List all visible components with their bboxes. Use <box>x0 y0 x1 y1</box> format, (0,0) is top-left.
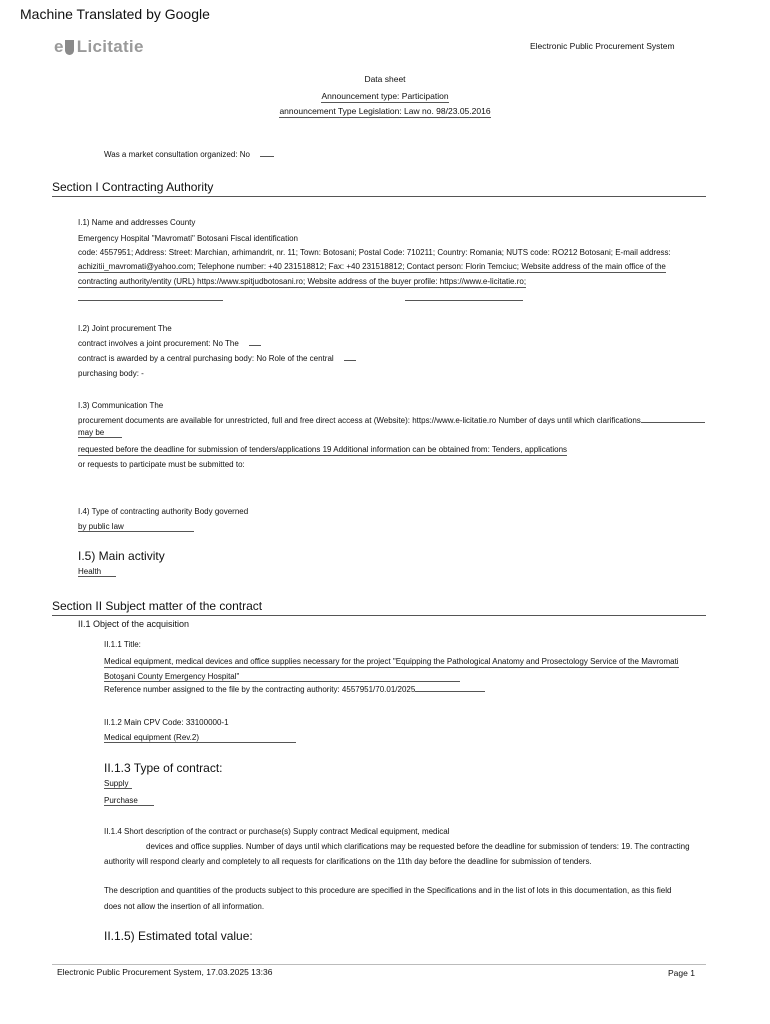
announcement-type: Announcement type: Participation <box>321 91 449 101</box>
i5-title: I.5) Main activity <box>78 549 165 563</box>
ii13-value-purchase: Purchase <box>104 796 154 806</box>
section-1-title: Section I Contracting Authority <box>52 180 706 197</box>
ii13-value-supply: Supply <box>104 779 132 789</box>
logo-e: e <box>54 37 64 56</box>
i4-title: I.4) Type of contracting authority Body governed <box>78 507 249 516</box>
i1-blank-line-1 <box>78 300 223 301</box>
ii14-line5: does not allow the insertion of all information. <box>104 902 265 911</box>
ii15-title: II.1.5) Estimated total value: <box>104 929 253 943</box>
i1-line2: code: 4557951; Address: Street: Marchian, arhimandrit, nr. 11; Town: Botosani; Postal Code: 710211; Country: Romania; NUTS code: RO212 Botosani; E-mail address: <box>78 248 671 257</box>
machine-translated-banner: Machine Translated by Google <box>20 6 210 22</box>
i3-title: I.3) Communication The <box>78 401 164 410</box>
i1-line3: achizitii_mavromati@yahoo.com; Telephone number: +40 231518812; Fax: +40 231518812; Contact person: Florin Temciuc; Website address of the main office of the <box>78 262 666 271</box>
data-sheet-title: Data sheet <box>364 74 406 84</box>
e-licitatie-logo <box>54 37 144 57</box>
i2-line2: contract is awarded by a central purchasing body: No Role of the central <box>78 354 356 363</box>
ii12-value: Medical equipment (Rev.2) <box>104 733 296 743</box>
system-name: Electronic Public Procurement System <box>530 41 675 51</box>
footer-rule <box>52 964 706 965</box>
legislation: announcement Type Legislation: Law no. 98/23.05.2016 <box>279 106 491 116</box>
ii12-label: II.1.2 Main CPV Code: 33100000-1 <box>104 718 229 727</box>
i2-line1: contract involves a joint procurement: No The <box>78 339 261 348</box>
ii14-line3: authority will respond clearly and completely to all requests for clarifications on the 11th day before the deadline for submission of tenders. <box>104 857 592 866</box>
section-2-title: Section II Subject matter of the contract <box>52 599 706 616</box>
ii14-line2: devices and office supplies. Number of days until which clarifications may be requested before the deadline for submission of tenders: 19. The contracting <box>146 842 690 851</box>
ii14-line4: The description and quantities of the products subject to this procedure are specified in the Specifications and in the list of lots in this documentation, as this field <box>104 886 672 895</box>
ii11-line3: Reference number assigned to the file by the contracting authority: 4557951/70.01/2025 <box>104 685 485 694</box>
i3-line4: or requests to participate must be submitted to: <box>78 460 245 469</box>
i2-title: I.2) Joint procurement The <box>78 324 172 333</box>
ii14-line1: II.1.4 Short description of the contract or purchase(s) Supply contract Medical equipment, medical <box>104 827 450 836</box>
i4-value: by public law <box>78 522 194 532</box>
page-number: Page 1 <box>668 968 695 978</box>
i1-blank-line-2 <box>405 300 523 301</box>
i1-line1: Emergency Hospital "Mavromati" Botosani Fiscal identification <box>78 234 298 243</box>
shield-icon <box>65 40 74 55</box>
footer-left: Electronic Public Procurement System, 17.03.2025 13:36 <box>57 967 273 977</box>
i5-value: Health <box>78 567 116 577</box>
i3-line1: procurement documents are available for unrestricted, full and free direct access at (Website): https://www.e-licitatie.ro Number of days until which clarifications <box>78 416 705 425</box>
i3-line2: may be <box>78 428 122 438</box>
i3-line3: requested before the deadline for submission of tenders/applications 19 Additional information can be obtained from: Tenders, applications <box>78 445 568 454</box>
ii11-label: II.1.1 Title: <box>104 640 141 649</box>
i1-line4: contracting authority/entity (URL) https://www.spitjudbotosani.ro; Website address of the buyer profile: https://www.e-licitatie.ro; <box>78 277 527 286</box>
i1-title: I.1) Name and addresses County <box>78 218 196 227</box>
ii11-line2: Botoşani County Emergency Hospital" <box>104 672 460 682</box>
ii11-line1: Medical equipment, medical devices and office supplies necessary for the project "Equipping the Pathological Anatomy and Prosectology Service of the Mavromati <box>104 657 679 666</box>
ii1-title: II.1 Object of the acquisition <box>78 619 190 629</box>
market-consultation: Was a market consultation organized: No <box>104 150 274 159</box>
logo-text: Licitatie <box>76 37 144 56</box>
ii13-title: II.1.3 Type of contract: <box>104 761 223 775</box>
i2-line3: purchasing body: - <box>78 369 144 378</box>
